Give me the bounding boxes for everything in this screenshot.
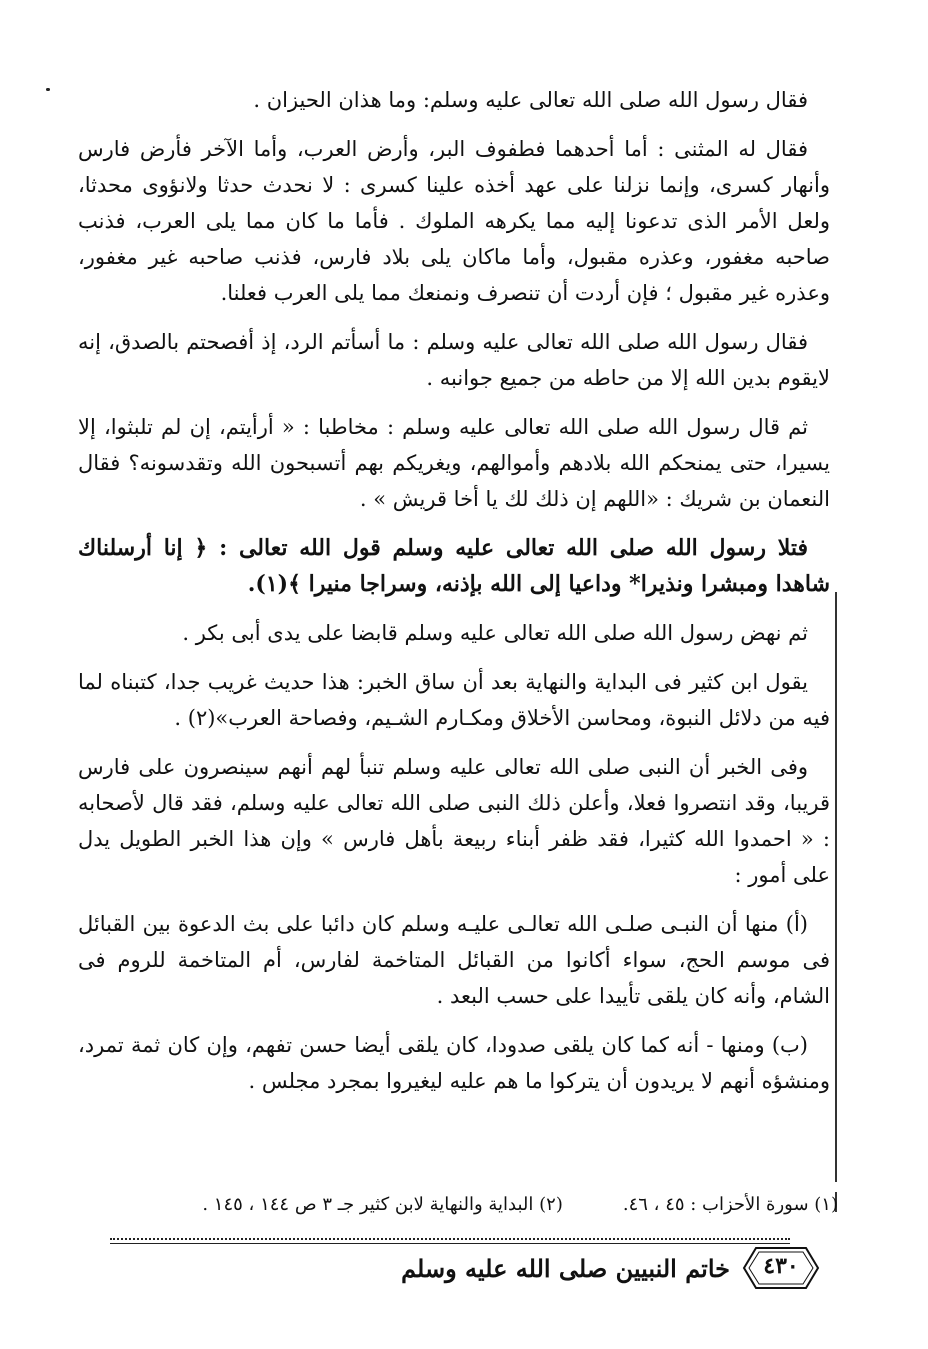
quran-quote-paragraph: فتلا رسول الله صلى الله تعالى عليه وسلم قول الله تعالى : ﴿ إنا أرسلناك شاهدا ومبشرا ونذيرا* وداعيا إلى الله بإذنه، وسراجا منيرا ﴾(١). <box>78 535 830 597</box>
paragraph-6: ثم نهض رسول الله صلى الله تعالى عليه وسلم قابضا على يدى أبى بكر . <box>182 621 808 645</box>
paragraph-10: (ب) ومنها - أنه كما كان يلقى صدودا، كان يلقى أيضا حسن تفهم، وإن كان ثمة تمرد، ومنشؤه أنهم لا يريدون أن يتركوا ما هم عليه ليغيروا بمجرد مجلس . <box>78 1033 830 1093</box>
page-number-badge <box>740 1244 822 1292</box>
footer-solid-rule <box>110 1243 790 1244</box>
scan-speck <box>46 88 50 91</box>
paragraph-4: ثم قال رسول الله صلى الله تعالى عليه وسلم : مخاطبا : « أرأيتم، إن لم تلبثوا، إلا يسيرا، حتى يمنحكم الله بلادهم وأموالهم، ويغريكم بهم أتسبحون الله وتقدسونه؟ فقال النعمان بن شريك : «اللهم إن ذلك لك يا أخا قريش » . <box>78 415 830 511</box>
paragraph-7: يقول ابن كثير فى البداية والنهاية بعد أن ساق الخبر: هذا حديث غريب جدا، كتبناه لما فيه من دلائل النبوة، ومحاسن الأخلاق ومكـارم الشـيم، وفصاحة العرب»(٢) . <box>78 670 830 730</box>
paragraph-9: (أ) منها أن النبـى صلـى الله تعالـى عليـه وسلم كان دائبا على بث الدعوة بين القبائل فى موسم الحج، سواء أكانوا من القبائل المتاخمة لفارس، أم المتاخمة للروم فى الشام، وأنه كان يلقى تأييدا على حسب البعد . <box>78 912 830 1008</box>
footnotes <box>110 1192 838 1218</box>
footnote-1: (١) سورة الأحزاب : ٤٥ ، ٤٦. <box>622 1194 838 1215</box>
footnote-row <box>110 1192 838 1218</box>
paragraph-1: فقال رسول الله صلى الله تعالى عليه وسلم: وما هذان الحيزان . <box>253 88 808 112</box>
paragraph-2: فقال له المثنى : أما أحدهما فطفوف البر، وأرض العرب، وأما الآخر فأرض فارس وأنهار كسرى، وإنما نزلنا على عهد أخذه علينا كسرى : لا نحدث حدثا ولانؤوى محدثا، ولعل الأمر الذى تدعونا إليه مما يكرهه الملوك . فأما ما كان مما يلى العرب، فذنب صاحبه مغفور، وعذره مقبول، وأما ماكان يلى بلاد فارس، فذنب صاحبه غير مغفور، وعذره غير مقبول ؛ فإن أردت أن تنصرف ونمنعك مما يلى العرب فعلنا. <box>78 137 830 305</box>
paragraph-3: فقال رسول الله صلى الله تعالى عليه وسلم : ما أسأتم الرد، إذ أفصحتم بالصدق، إنه لايقوم بدين الله إلا من حاطه من جميع جوانبه . <box>78 330 830 390</box>
running-title: خاتم النبيين صلى الله عليه وسلم <box>401 1254 730 1283</box>
body-text <box>78 82 830 1112</box>
paragraph-8: وفى الخبر أن النبى صلى الله تعالى عليه وسلم تنبأ لهم أنهم سينصرون على فارس قريبا، وقد انتصروا فعلا، وأعلن ذلك النبى صلى الله تعالى عليه وسلم، فقد قال لأصحابه : « احمدوا الله كثيرا، فقد ظفر أبناء ربيعة بأهل فارس » وإن هذا الخبر الطويل يدل على أمور : <box>78 755 830 887</box>
footnote-2: (٢) البداية والنهاية لابن كثير جـ ٣ ص ١٤٤ ، ١٤٥ . <box>202 1194 563 1215</box>
page-number: ٤٣٠ <box>763 1253 799 1279</box>
footer-dotted-rule <box>110 1238 790 1240</box>
margin-rule <box>835 592 837 1182</box>
